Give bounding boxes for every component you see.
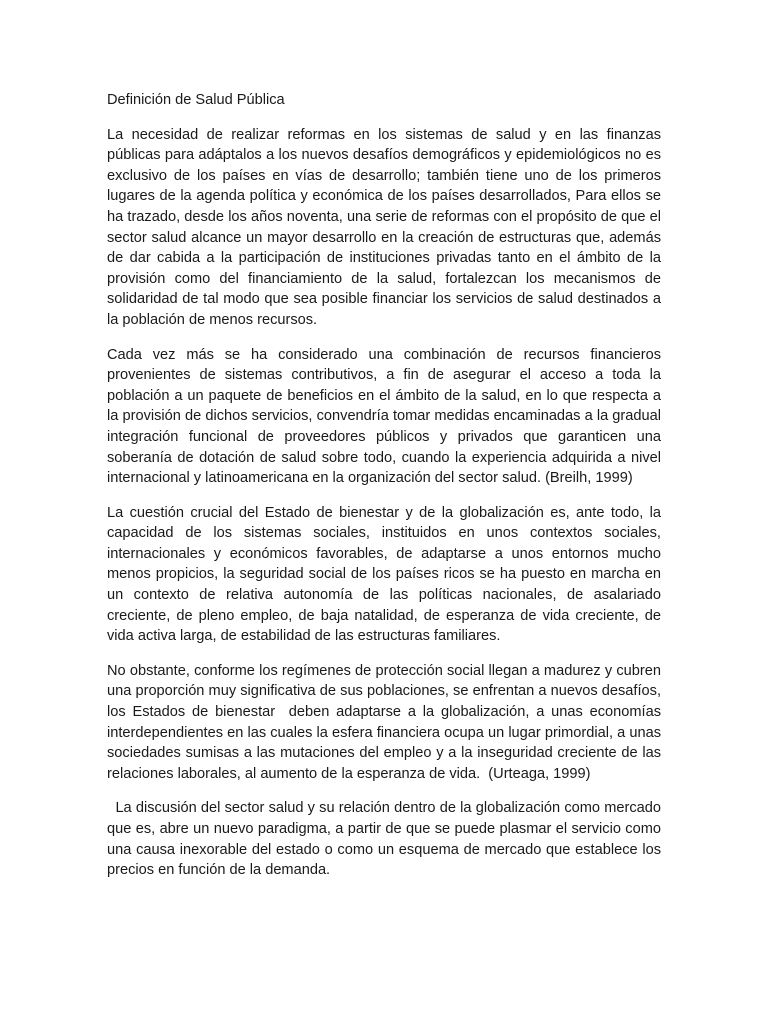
- paragraph-recursos: Cada vez más se ha considerado una combinación de recursos financieros provenientes de sistemas contributivos, a fin de asegurar el acceso a toda la población a un paquete de beneficios en el ámbito de la salud, en lo que respecta a la provisión de dichos servicios, convendría tomar medidas encaminadas a la gradual integración funcional de proveedores públicos y privados que garanticen una soberanía de dotación de salud sobre todo, cuando la experiencia adquirida a nivel internacional y latinoamericana en la organización del sector salud. (Breilh, 1999): [107, 346, 666, 487]
- document-title: Definición de Salud Pública: [107, 92, 285, 108]
- paragraph-reformas: La necesidad de realizar reformas en los sistemas de salud y en las finanzas públicas para adáptalos a los nuevos desafíos demográficos y epidemiológicos no es exclusivo de los países en vías de desarrollo; también tiene uno de los primeros lugares de la agenda política y económica de los países desarrollados, Para ellos se ha trazado, desde los años noventa, una serie de reformas con el propósito de que el sector salud alcance un mayor desarrollo en la creación de estructuras que, además de dar cabida a la participación de instituciones privadas tanto en el ámbito de la provisión como del financiamiento de la salud, fortalezcan los mecanismos de solidaridad de tal modo que sea posible financiar los servicios de salud destinados a la población de menos recursos.: [107, 126, 666, 328]
- paragraph-proteccion-social: No obstante, conforme los regímenes de protección social llegan a madurez y cubren una proporción muy significativa de sus poblaciones, se enfrentan a nuevos desafíos, los Estados de bienestar deben adaptarse a la globalización, a unas economías interdependientes en las cuales la esfera financiera ocupa un lugar primordial, a unas sociedades sumisas a las mutaciones del empleo y a la inseguridad creciente de las relaciones laborales, al aumento de la esperanza de vida. (Urteaga, 1999): [107, 662, 666, 782]
- document-page: [107, 90, 666, 895]
- paragraph-discusion-sector-salud: La discusión del sector salud y su relación dentro de la globalización como mercado que es, abre un nuevo paradigma, a partir de que se puede plasmar el servicio como una causa inexorable del estado o como un esquema de mercado que establece los precios en función de la demanda.: [107, 800, 666, 879]
- paragraph-estado-bienestar: La cuestión crucial del Estado de bienestar y de la globalización es, ante todo, la capacidad de los sistemas sociales, instituidos en unos contextos sociales, internacionales y económicos favorables, de adaptarse a unos entornos mucho menos propicios, la seguridad social de los países ricos se ha puesto en marcha en un contexto de relativa autonomía de las políticas nacionales, de asalariado creciente, de pleno empleo, de baja natalidad, de esperanza de vida creciente, de vida activa larga, de estabilidad de las estructuras familiares.: [107, 504, 666, 645]
